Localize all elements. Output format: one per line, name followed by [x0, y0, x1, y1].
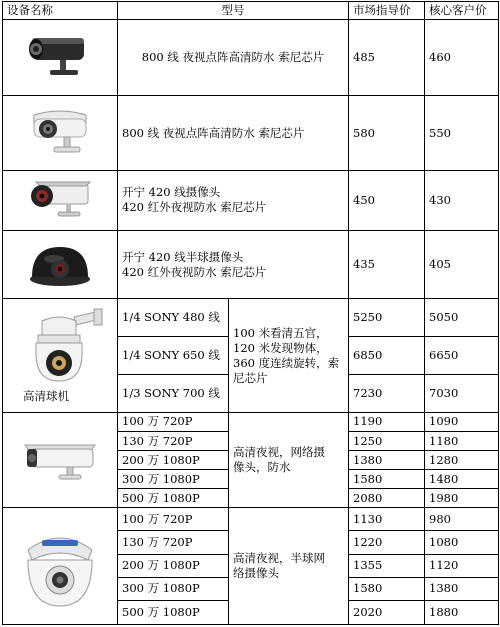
market-price-cell: 1250: [349, 431, 425, 450]
model-cell: 200 万 1080P: [118, 451, 229, 470]
model-cell: 800 线 夜视点阵高清防水 索尼芯片: [118, 20, 349, 96]
table-row: [3, 20, 499, 96]
model-cell: 300 万 1080P: [118, 577, 229, 600]
core-price-cell: 980: [425, 508, 499, 531]
core-price-cell: 1880: [425, 600, 499, 624]
market-price-cell: 1355: [349, 554, 425, 577]
market-price-cell: 1190: [349, 412, 425, 431]
market-price-cell: 1130: [349, 508, 425, 531]
core-price-cell: 430: [425, 170, 499, 230]
table-row: [3, 412, 499, 431]
core-price-cell: 1080: [425, 531, 499, 554]
device-image-cell: [3, 299, 118, 413]
model-cell: 1/4 SONY 480 线: [118, 299, 229, 336]
table-row: [3, 231, 499, 299]
header-model: 型号: [118, 2, 349, 20]
price-list-table: [2, 1, 499, 625]
core-price-cell: 6650: [425, 336, 499, 374]
core-price-cell: 1180: [425, 431, 499, 450]
device-image-cell: [3, 231, 118, 299]
market-price-cell: 7230: [349, 374, 425, 412]
dome-camera-icon: [24, 239, 96, 291]
core-price-cell: 460: [425, 20, 499, 96]
description-cell: 100 米看清五官， 120 米发现物体， 360 度连续旋转，索 尼芯片: [229, 299, 349, 413]
core-price-cell: 1480: [425, 470, 499, 489]
description-cell: 高清夜视，半球网 络摄像头: [229, 508, 349, 625]
market-price-cell: 5250: [349, 299, 425, 336]
market-price-cell: 2020: [349, 600, 425, 624]
market-price-cell: 580: [349, 96, 425, 170]
model-cell: 开宁 420 线摄像头 420 红外夜视防水 索尼芯片: [118, 170, 349, 230]
core-price-cell: 550: [425, 96, 499, 170]
device-image-cell: [3, 96, 118, 170]
table-row: [3, 299, 499, 336]
model-cell: 1/3 SONY 700 线: [118, 374, 229, 412]
model-cell: 130 万 720P: [118, 531, 229, 554]
network-bullet-camera-icon: [17, 435, 103, 485]
core-price-cell: 1120: [425, 554, 499, 577]
network-dome-camera-icon: [14, 520, 106, 612]
core-price-cell: 7030: [425, 374, 499, 412]
model-cell: 开宁 420 线半球摄像头 420 红外夜视防水 索尼芯片: [118, 231, 349, 299]
market-price-cell: 485: [349, 20, 425, 96]
model-cell: 100 万 720P: [118, 508, 229, 531]
market-price-cell: 1380: [349, 451, 425, 470]
device-image-cell: [3, 508, 118, 625]
model-cell: 130 万 720P: [118, 431, 229, 450]
ir-box-camera-icon: [24, 178, 96, 222]
device-image-cell: [3, 412, 118, 507]
header-market-price: 市场指导价: [349, 2, 425, 20]
model-cell: 500 万 1080P: [118, 489, 229, 508]
market-price-cell: 450: [349, 170, 425, 230]
core-price-cell: 1090: [425, 412, 499, 431]
model-cell: 1/4 SONY 650 线: [118, 336, 229, 374]
speed-dome-camera-icon: [14, 307, 106, 387]
core-price-cell: 1280: [425, 451, 499, 470]
header-device: 设备名称: [3, 2, 118, 20]
device-image-cell: [3, 20, 118, 96]
market-price-cell: 6850: [349, 336, 425, 374]
header-row: [3, 2, 499, 20]
device-label: 高清球机: [23, 389, 69, 404]
core-price-cell: 5050: [425, 299, 499, 336]
model-cell: 100 万 720P: [118, 412, 229, 431]
market-price-cell: 1220: [349, 531, 425, 554]
market-price-cell: 435: [349, 231, 425, 299]
market-price-cell: 2080: [349, 489, 425, 508]
bullet-camera-icon: [24, 32, 96, 84]
table-row: [3, 508, 499, 531]
table-row: [3, 96, 499, 170]
model-cell: 500 万 1080P: [118, 600, 229, 624]
model-cell: 800 线 夜视点阵高清防水 索尼芯片: [118, 96, 349, 170]
table-row: [3, 170, 499, 230]
header-core-price: 核心客户价: [425, 2, 499, 20]
device-image-cell: [3, 170, 118, 230]
market-price-cell: 1580: [349, 470, 425, 489]
bullet-camera-white-icon: [24, 105, 96, 161]
core-price-cell: 1380: [425, 577, 499, 600]
model-cell: 200 万 1080P: [118, 554, 229, 577]
core-price-cell: 405: [425, 231, 499, 299]
core-price-cell: 1980: [425, 489, 499, 508]
market-price-cell: 1580: [349, 577, 425, 600]
model-cell: 300 万 1080P: [118, 470, 229, 489]
description-cell: 高清夜视，网络摄 像头，防水: [229, 412, 349, 507]
